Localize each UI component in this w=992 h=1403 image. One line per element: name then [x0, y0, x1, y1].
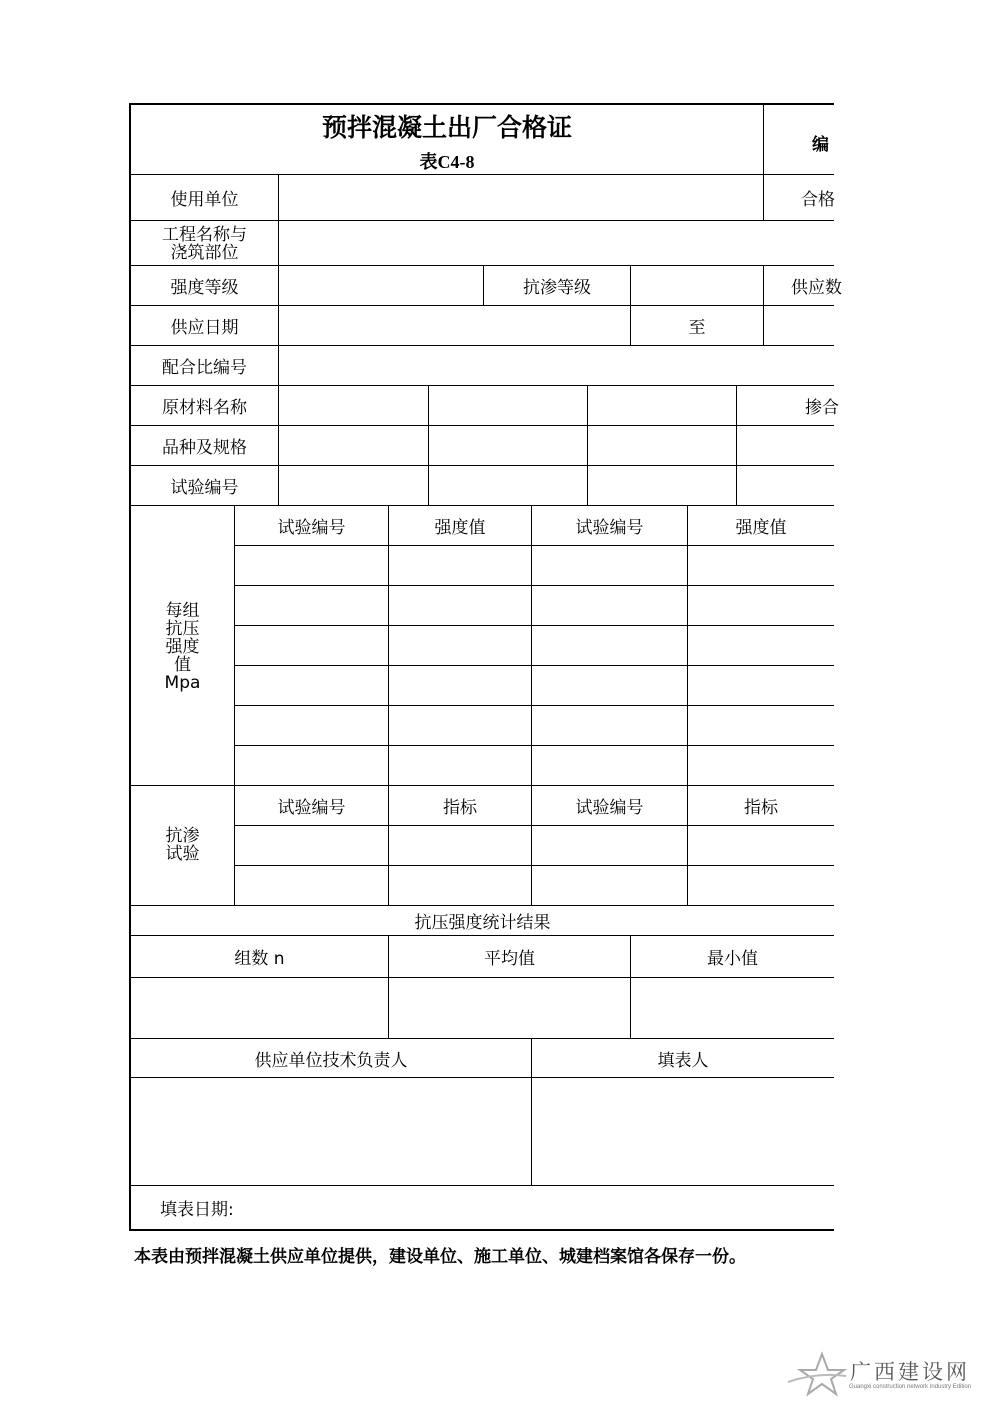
- compressive-label-line2: 抗压: [165, 619, 200, 639]
- fill-date-label: 填表日期:: [160, 1200, 234, 1220]
- material-test-no-label: 试验编号: [170, 478, 239, 498]
- header-number-label-cut: 编: [812, 134, 829, 155]
- compressive-label-line5: Mpa: [164, 673, 201, 693]
- stats-groups-header: 组数 n: [234, 949, 285, 969]
- footer-note: 本表由预拌混凝土供应单位提供，建设单位、施工单位、城建档案馆各保存一份。: [134, 1247, 746, 1267]
- strength-grade-label: 强度等级: [170, 278, 239, 298]
- tech-lead-signature-field[interactable]: [131, 1078, 531, 1185]
- impermeability-test-no-header-2: 试验编号: [575, 798, 644, 818]
- date-to-label: 至: [688, 318, 706, 338]
- stats-title: 抗压强度统计结果: [414, 913, 551, 933]
- mix-ratio-no-field[interactable]: [279, 346, 834, 385]
- impermeability-grade-field[interactable]: [631, 266, 763, 305]
- mix-ratio-no-label: 配合比编号: [162, 358, 247, 378]
- admixture-label-cut: 掺合: [805, 398, 839, 418]
- impermeability-index-header-2: 指标: [744, 798, 778, 818]
- project-name-field[interactable]: [279, 221, 834, 265]
- form-code: 表C4-8: [419, 152, 475, 172]
- tech-lead-label: 供应单位技术负责人: [254, 1050, 408, 1071]
- compressive-label-line3: 强度: [165, 637, 200, 657]
- impermeability-label-line2: 试验: [165, 844, 200, 864]
- table-bottom-border: [129, 1229, 834, 1231]
- compressive-strength-label: [131, 602, 234, 692]
- form-title: 预拌混凝土出厂合格证: [321, 113, 572, 142]
- certificate-no-label-cut: 合格: [801, 190, 835, 210]
- project-name-label-line2: 浇筑部位: [170, 243, 239, 263]
- impermeability-grade-label: 抗渗等级: [523, 278, 591, 298]
- impermeability-label-line1: 抗渗: [165, 826, 200, 846]
- compressive-test-no-header-1: 试验编号: [277, 518, 346, 538]
- impermeability-index-header-1: 指标: [443, 798, 477, 818]
- stats-average-field[interactable]: [389, 978, 630, 1038]
- supply-quantity-label-cut: 供应数: [791, 278, 842, 298]
- variety-spec-label: 品种及规格: [162, 438, 247, 458]
- user-unit-field[interactable]: [279, 175, 763, 220]
- compressive-strength-header-2: 强度值: [735, 518, 787, 538]
- stats-groups-field[interactable]: [131, 978, 388, 1038]
- stats-average-header: 平均值: [484, 949, 535, 969]
- compressive-label-line1: 每组: [165, 601, 200, 621]
- table-top-border: [129, 103, 834, 105]
- supply-date-to-field[interactable]: [764, 306, 834, 345]
- stats-minimum-field[interactable]: [631, 978, 834, 1038]
- project-name-label-line1: 工程名称与: [162, 225, 247, 245]
- user-unit-label: 使用单位: [170, 190, 239, 210]
- strength-grade-field[interactable]: [279, 266, 483, 305]
- supply-date-from-field[interactable]: [279, 306, 630, 345]
- impermeability-test-no-header-1: 试验编号: [277, 798, 346, 818]
- watermark-name: 广西建设网: [850, 1360, 970, 1384]
- project-name-label: [131, 226, 278, 262]
- compressive-strength-header-1: 强度值: [434, 518, 486, 538]
- impermeability-test-label: [131, 827, 234, 863]
- compressive-test-no-header-2: 试验编号: [575, 518, 644, 538]
- stats-minimum-header: 最小值: [707, 949, 758, 969]
- compressive-label-line4: 值: [174, 655, 191, 675]
- watermark-subtitle: Guangxi construction network Industry Edition: [849, 1384, 972, 1390]
- supply-date-label: 供应日期: [170, 318, 239, 338]
- filler-signature-field[interactable]: [532, 1078, 834, 1185]
- filler-label: 填表人: [657, 1050, 709, 1071]
- raw-material-name-label: 原材料名称: [162, 398, 247, 418]
